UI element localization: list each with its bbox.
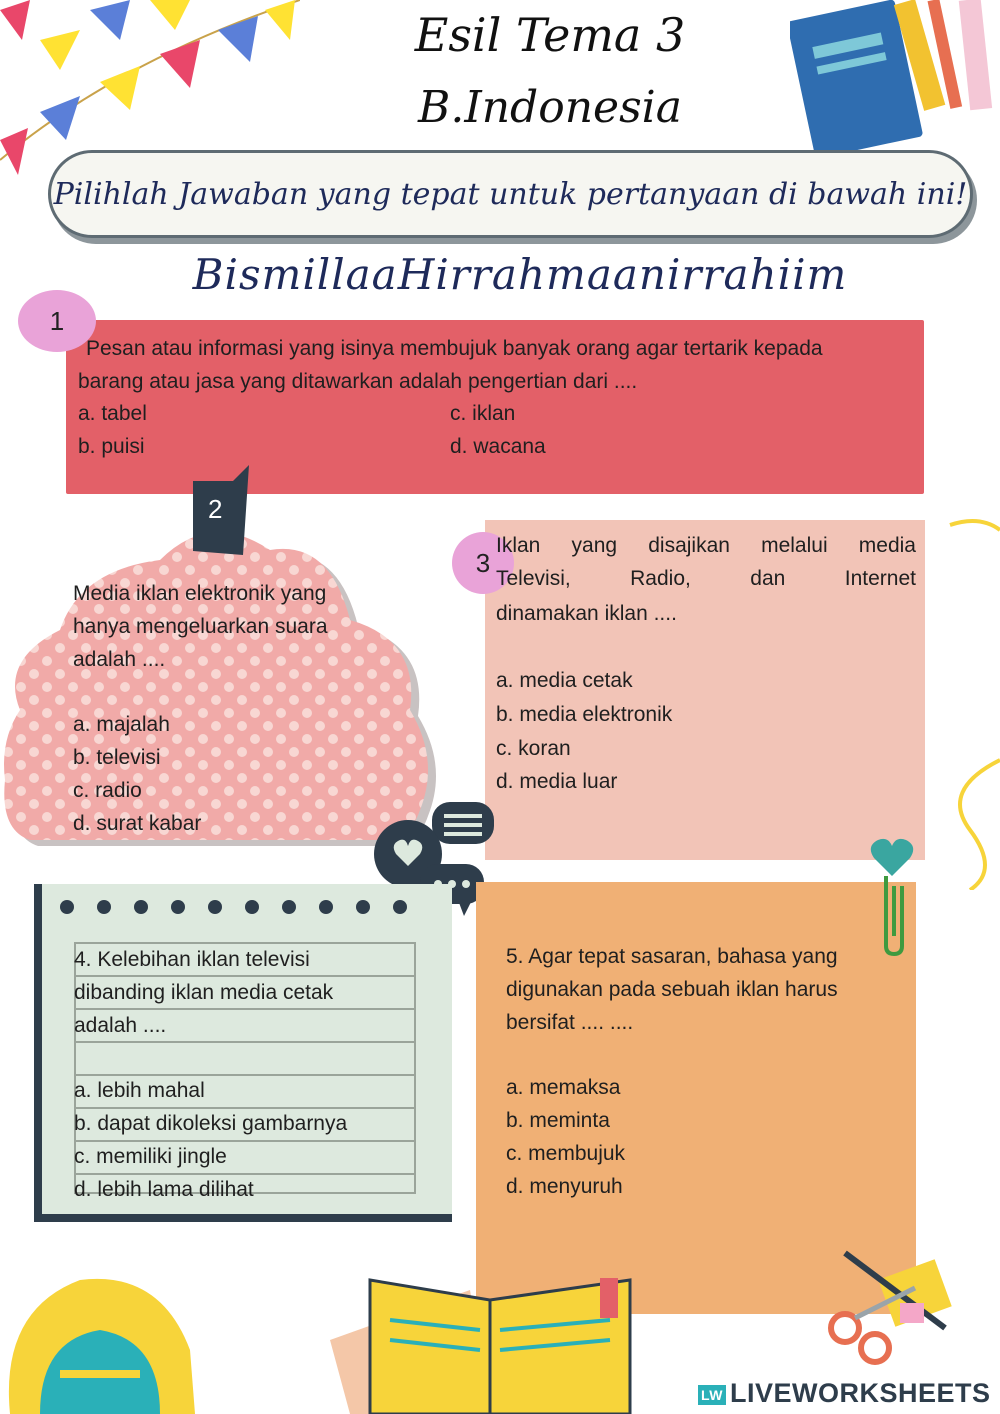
question-3-line1 [496,529,916,562]
question-3-word: disajikan [648,534,730,557]
question-3-word: Internet [844,567,916,590]
question-1-line2: barang atau jasa yang ditawarkan adalah pengertian dari .... [78,370,638,393]
question-1-option-c[interactable]: c. iklan [450,402,516,425]
liveworksheets-logo[interactable] [698,1378,991,1409]
backpack-illustration [0,1270,200,1414]
question-5-line3: bersifat .... .... [506,1011,634,1034]
book-stack-illustration [790,0,1000,150]
squiggle-decoration [930,510,1000,890]
paperclip-heart-icon [866,836,918,956]
question-3-line2 [496,562,916,595]
question-5-option-d[interactable]: d. menyuruh [506,1175,623,1198]
scissors-and-stationery-icon [825,1248,955,1378]
question-3-word: yang [571,534,618,557]
question-4-option-c[interactable]: c. memiliki jingle [74,1145,227,1168]
question-3-option-a[interactable]: a. media cetak [496,669,633,692]
open-book-illustration [330,1270,660,1414]
question-1-line1: Pesan atau informasi yang isinya membujuk banyak orang agar tertarik kepada [86,337,823,360]
liveworksheets-logo-mark: LW [698,1385,726,1405]
bismillah-heading: BismillaaHirrahmaanirrahiim [192,250,848,299]
worksheet-title: Esil Tema 3 [414,8,686,62]
worksheet-subject: B.Indonesia [418,82,682,133]
question-4-line2: dibanding iklan media cetak [74,981,334,1004]
question-2-line3: adalah .... [73,648,166,671]
question-2-line1: Media iklan elektronik yang [73,582,327,605]
question-5-line1: 5. Agar tepat sasaran, bahasa yang [506,945,838,968]
question-2-number: 2 [208,494,223,524]
question-3-word: Iklan [496,534,541,557]
question-1-number-badge [18,290,96,352]
question-3-word: dan [750,567,786,590]
question-1-option-d[interactable]: d. wacana [450,435,546,458]
question-4-option-d[interactable]: d. lebih lama dilihat [74,1178,254,1201]
question-3-option-d[interactable]: d. media luar [496,770,618,793]
question-2-option-d[interactable]: d. surat kabar [73,812,202,835]
liveworksheets-logo-text: LIVEWORKSHEETS [730,1378,991,1408]
question-5-option-b[interactable]: b. meminta [506,1109,610,1132]
question-1-number: 1 [49,305,65,336]
question-2-line2: hanya mengeluarkan suara [73,615,328,638]
notepad-binder-holes [60,900,450,919]
question-2-option-c[interactable]: c. radio [73,779,142,802]
question-3-option-b[interactable]: b. media elektronik [496,703,673,726]
question-3-word: melalui [761,534,828,557]
question-3-word: media [858,534,916,557]
question-3-word: Televisi, [496,567,571,590]
question-4-option-a[interactable]: a. lebih mahal [74,1079,205,1102]
question-5-option-c[interactable]: c. membujuk [506,1142,626,1165]
question-3-number: 3 [475,547,491,578]
instruction-text: Pilihlah Jawaban yang tepat untuk pertanyaan di bawah ini! [53,176,968,212]
question-4-option-b[interactable]: b. dapat dikoleksi gambarnya [74,1112,348,1135]
question-2-option-b[interactable]: b. televisi [73,746,161,769]
question-4-line1: 4. Kelebihan iklan televisi [74,948,310,971]
question-2-cloud-card [0,510,440,850]
question-4-line3: adalah .... [74,1014,167,1037]
instruction-banner [48,150,973,238]
question-5-option-a[interactable]: a. memaksa [506,1076,621,1099]
question-3-word: Radio, [630,567,691,590]
question-2-option-a[interactable]: a. majalah [73,713,170,736]
question-1-option-a[interactable]: a. tabel [78,402,147,425]
question-1-option-b[interactable]: b. puisi [78,435,145,458]
question-5-line2: digunakan pada sebuah iklan harus [506,978,838,1001]
question-3-line3: dinamakan iklan .... [496,602,677,625]
question-3-option-c[interactable]: c. koran [496,737,571,760]
